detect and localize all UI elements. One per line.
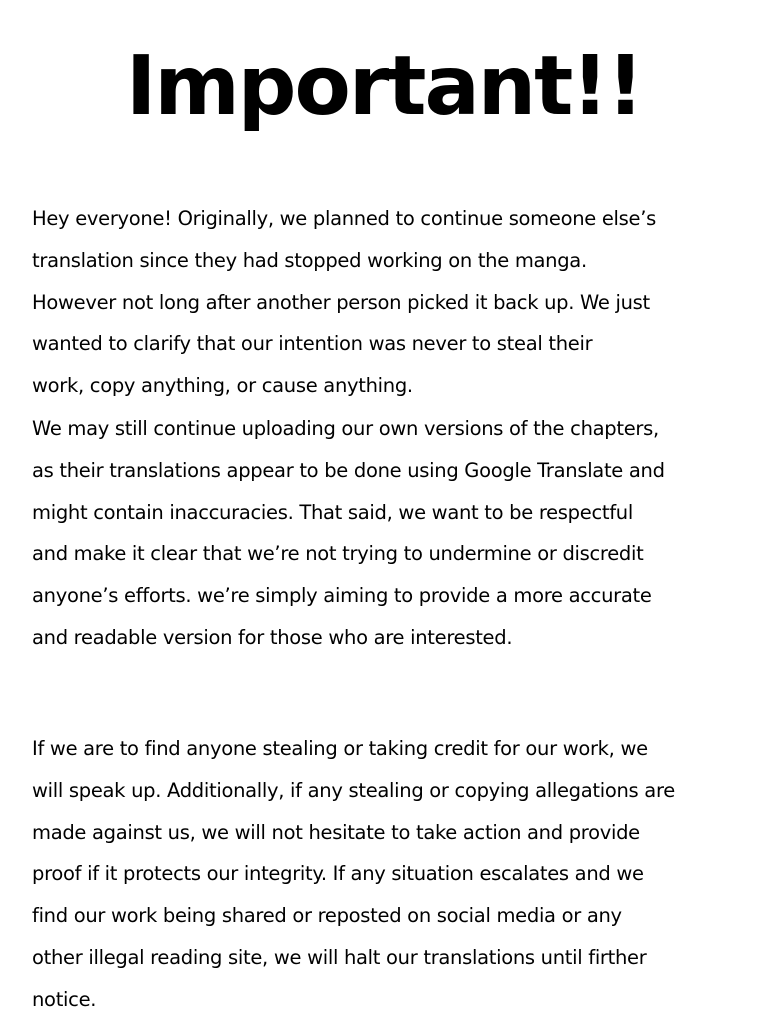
text-line: notice. — [32, 987, 97, 1011]
paragraph-uploads — [32, 408, 732, 659]
text-line: proof if it protects our integrity. If any situation escalates and we — [32, 862, 644, 886]
text-line: as their translations appear to be done using Google Translate and — [32, 458, 665, 482]
text-line: work, copy anything, or cause anything. — [32, 374, 413, 398]
text-line: will speak up. Additionally, if any stealing or copying allegations are — [32, 778, 675, 802]
text-line: wanted to clarify that our intention was never to steal their — [32, 332, 593, 356]
text-line: other illegal reading site, we will halt our translations until firther — [32, 945, 647, 969]
text-line: and make it clear that we’re not trying to undermine or discredit — [32, 542, 644, 566]
text-line: We may still continue uploading our own versions of the chapters, — [32, 417, 659, 440]
text-line: and readable version for those who are interested. — [32, 625, 513, 649]
text-line: However not long after another person picked it back up. We just — [32, 290, 650, 314]
text-line: made against us, we will not hesitate to take action and provide — [32, 820, 640, 844]
page-title: Important!! — [125, 39, 643, 134]
text-line: might contain inaccuracies. That said, we want to be respectful — [32, 500, 633, 524]
text-line: anyone’s efforts. we’re simply aiming to provide a more accurate — [32, 584, 652, 608]
text-line: translation since they had stopped working on the manga. — [32, 248, 587, 272]
paragraph-warning — [32, 728, 732, 1021]
paragraph-intro — [32, 198, 732, 407]
text-line: If we are to find anyone stealing or taking credit for our work, we — [32, 737, 648, 760]
text-line: find our work being shared or reposted on social media or any — [32, 904, 622, 928]
text-line: Hey everyone! Originally, we planned to continue someone else’s — [32, 207, 656, 230]
